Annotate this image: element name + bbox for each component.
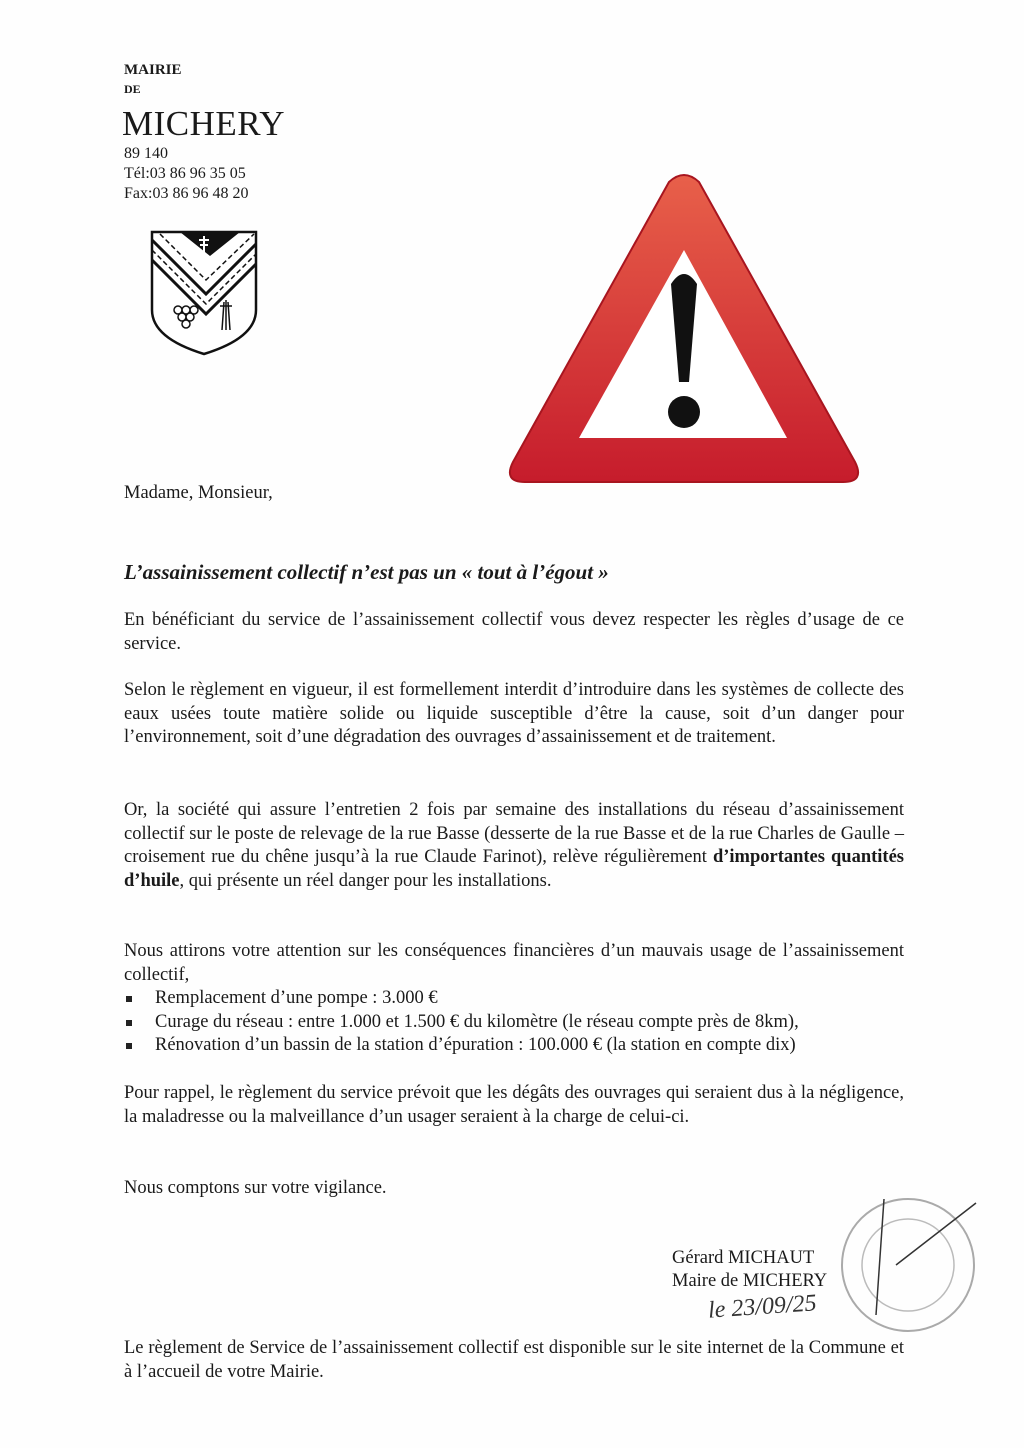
paragraph-4-text: Nous attirons votre attention sur les conséquences financières d’un mauvais usage de l’assainissement collectif,: [124, 941, 904, 985]
header-postcode: 89 140: [124, 145, 168, 162]
list-item: Remplacement d’une pompe : 3.000 €: [124, 987, 904, 1011]
list-item: Curage du réseau : entre 1.000 et 1.500 € du kilomètre (le réseau compte près de 8km),: [124, 1011, 904, 1035]
header-fax: Fax:03 86 96 48 20: [124, 185, 249, 202]
handwritten-date: le 23/09/25: [707, 1290, 818, 1324]
paragraph-5: Pour rappel, le règlement du service prévoit que les dégâts des ouvrages qui seraient dus à la négligence, la maladresse ou la malveillance d’un usager seraient à la charge de celui-ci.: [124, 1083, 904, 1127]
paragraph-3: [124, 799, 904, 893]
paragraph-3-text-a: Or, la société qui assure l’entretien 2 fois par semaine des installations du réseau d’assainissement collectif sur le poste de relevage de la rue Basse (desserte de la rue Basse et de la rue Charles de Gaulle – croisement rue du chêne jusqu’à la rue Claude Farinot), relève régulièrement: [124, 800, 904, 867]
coat-of-arms-icon: [150, 230, 258, 356]
header-tel: Tél:03 86 96 35 05: [124, 165, 246, 182]
list-item: Rénovation d’un bassin de la station d’épuration : 100.000 € (la station en compte dix): [124, 1034, 904, 1058]
paragraph-2: Selon le règlement en vigueur, il est formellement interdit d’introduire dans les systèmes de collecte des eaux usées toute matière solide ou liquide susceptible d’être la cause, soit d’un danger pour l’environnement, soit d’une dégradation des ouvrages d’assainissement et de traitement.: [124, 680, 904, 747]
warning-triangle-icon: [503, 172, 865, 490]
footer-note: Le règlement de Service de l’assainissement collectif est disponible sur le site internet de la Commune et à l’accueil de votre Mairie.: [124, 1338, 904, 1382]
signatory-name: Gérard MICHAUT: [672, 1248, 815, 1268]
letter-title: L’assainissement collectif n’est pas un « tout à l’égout »: [124, 560, 609, 584]
paragraph-3-text-c: , qui présente un réel danger pour les installations.: [179, 870, 552, 891]
paragraph-4: [124, 940, 904, 1058]
paragraph-1: En bénéficiant du service de l’assainissement collectif vous devez respecter les règles d’usage de ce service.: [124, 610, 904, 654]
header-mairie: MAIRIE: [124, 62, 182, 78]
header-town: MICHERY: [122, 104, 285, 143]
signatory-role: Maire de MICHERY: [672, 1271, 828, 1291]
paragraph-6: Nous comptons sur votre vigilance.: [124, 1178, 387, 1198]
cost-list: [124, 987, 904, 1058]
official-stamp: [836, 1195, 981, 1335]
paragraph-3-emphasis: d’importantes quantités d’huile: [124, 847, 904, 891]
header-de: DE: [124, 82, 141, 96]
salutation: Madame, Monsieur,: [124, 483, 273, 503]
